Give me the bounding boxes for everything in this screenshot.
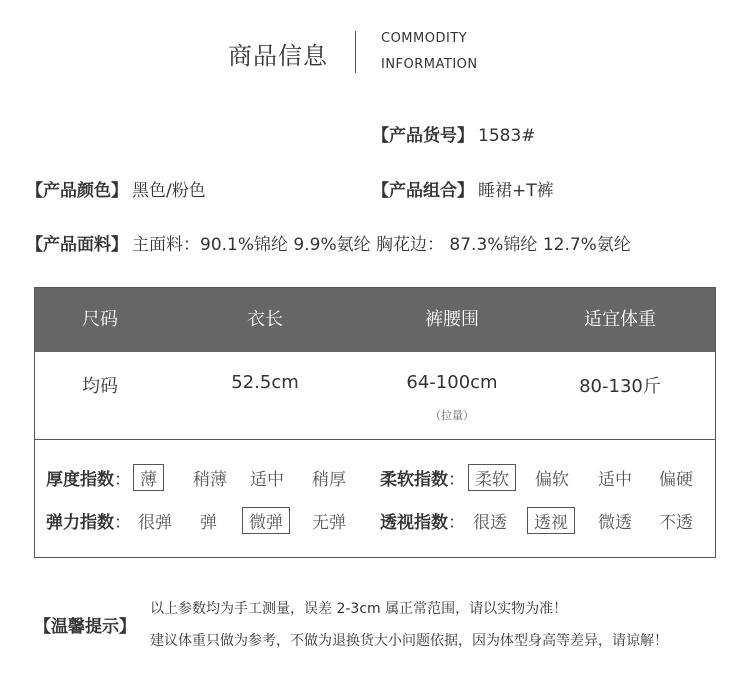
- elasticity-label: 弹力指数: [46, 513, 114, 533]
- thickness-option: 稍薄: [193, 470, 227, 490]
- color-value: 黑色/粉色: [132, 181, 206, 201]
- transparency-label: 透视指数: [380, 513, 448, 533]
- elasticity-option: 很弹: [138, 513, 172, 533]
- cell-weight: 80-130斤: [579, 376, 661, 397]
- softness-label: 柔软指数: [380, 470, 448, 490]
- header-weight: 适宜体重: [584, 309, 656, 330]
- tip-line-2: 建议体重只做为参考，不做为退换货大小问题依据，因为体型身高等差异，请谅解！: [150, 633, 668, 649]
- fabric-row: [26, 230, 631, 255]
- softness-index: [380, 465, 465, 490]
- set-value: 睡裙+T裤: [478, 181, 554, 201]
- transparency-option: 微透: [598, 513, 632, 533]
- fabric-label: 【产品面料】: [26, 235, 128, 255]
- header-size: 尺码: [82, 309, 118, 330]
- thickness-option: 稍厚: [312, 470, 346, 490]
- cell-waist: 64-100cm: [406, 372, 498, 393]
- color-row: [26, 176, 206, 201]
- section-title-en-line1: COMMODITY: [381, 31, 468, 46]
- color-label: 【产品颜色】: [26, 181, 128, 201]
- size-table: [34, 287, 716, 440]
- transparency-index: [380, 508, 465, 533]
- colon: ：: [448, 470, 465, 490]
- thickness-option: 适中: [250, 470, 284, 490]
- softness-option: 偏软: [535, 470, 569, 490]
- header-waist: 裤腰围: [425, 309, 479, 330]
- colon: ：: [448, 513, 465, 533]
- elasticity-option: 弹: [200, 513, 217, 533]
- tip-line-1: 以上参数均为手工测量，误差 2-3cm 属正常范围，请以实物为准！: [150, 601, 568, 617]
- set-row: [372, 176, 554, 201]
- item-number-label: 【产品货号】: [372, 126, 474, 146]
- indices-box: [34, 440, 716, 558]
- tips-label: 【温馨提示】: [34, 617, 136, 637]
- cell-length: 52.5cm: [231, 372, 299, 393]
- colon: ：: [114, 470, 131, 490]
- waist-note: （拉量）: [430, 409, 474, 422]
- elasticity-option: 无弹: [312, 513, 346, 533]
- transparency-option-selected: 透视: [527, 507, 575, 534]
- fabric-value: 主面料：90.1%锦纶 9.9%氨纶 胸花边： 87.3%锦纶 12.7%氨纶: [132, 235, 631, 255]
- size-table-header: [35, 288, 715, 352]
- softness-option-selected: 柔软: [468, 464, 516, 491]
- title-divider: [355, 31, 356, 73]
- transparency-option: 不透: [659, 513, 693, 533]
- thickness-option-selected: 薄: [133, 464, 164, 491]
- item-number-value: 1583#: [478, 126, 536, 146]
- softness-option: 偏硬: [659, 470, 693, 490]
- set-label: 【产品组合】: [372, 181, 474, 201]
- section-title-en-line2: INFORMATION: [381, 57, 478, 72]
- elasticity-option-selected: 微弹: [242, 507, 290, 534]
- section-title: 商品信息: [228, 42, 328, 70]
- cell-size: 均码: [82, 376, 118, 397]
- thickness-label: 厚度指数: [46, 470, 114, 490]
- elasticity-index: [46, 508, 131, 533]
- transparency-option: 很透: [473, 513, 507, 533]
- item-number-row: [372, 121, 536, 146]
- softness-option: 适中: [598, 470, 632, 490]
- header-length: 衣长: [247, 309, 283, 330]
- colon: ：: [114, 513, 131, 533]
- thickness-index: [46, 465, 131, 490]
